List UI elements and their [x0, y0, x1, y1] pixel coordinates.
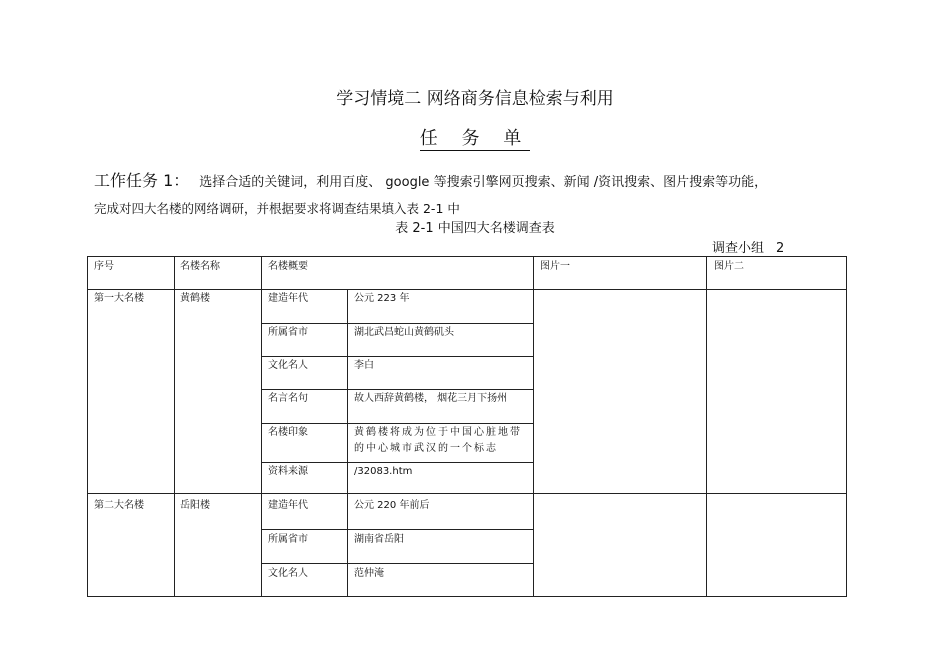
row-divider — [88, 493, 846, 494]
detail-key: 建造年代 — [268, 293, 308, 304]
detail-key: 资料来源 — [268, 466, 308, 477]
detail-value: 公元 220 年前后 — [354, 500, 430, 511]
detail-value: 李白 — [354, 360, 374, 371]
survey-group-label: 调查小组 — [712, 241, 765, 256]
header-summary: 名楼概要 — [268, 261, 308, 272]
col-divider — [174, 257, 175, 596]
subrow-divider — [261, 563, 533, 564]
header-image-1: 图片一 — [540, 261, 570, 272]
detail-value: 公元 223 年 — [354, 293, 410, 304]
task-lead: 工作任务 1： — [94, 171, 190, 190]
page-title: 学习情境二 网络商务信息检索与利用 — [336, 89, 614, 109]
page-subtitle — [0, 124, 950, 150]
header-no: 序号 — [94, 261, 114, 272]
subrow-divider — [261, 529, 533, 530]
detail-value: 范仲淹 — [354, 568, 384, 579]
detail-key: 建造年代 — [268, 500, 308, 511]
table-caption: 表 2-1 中国四大名楼调查表 — [395, 221, 555, 236]
subrow-divider — [261, 423, 533, 424]
row-name: 黄鹤楼 — [180, 293, 210, 304]
subtitle-text: 任 务 单 — [419, 128, 531, 149]
detail-key: 名楼印象 — [268, 427, 308, 438]
detail-value: 湖南省岳阳 — [354, 534, 404, 545]
detail-key: 文化名人 — [268, 568, 308, 579]
detail-key: 文化名人 — [268, 360, 308, 371]
survey-table — [87, 256, 847, 597]
row-divider — [88, 289, 846, 290]
header-image-2: 图片二 — [714, 261, 744, 272]
survey-group — [712, 237, 832, 257]
detail-value: 故人西辞黄鹤楼， 烟花三月下扬州 — [354, 393, 508, 404]
row-no: 第一大名楼 — [94, 293, 144, 304]
task-line-1 — [94, 168, 767, 191]
row-no: 第二大名楼 — [94, 500, 144, 511]
detail-key: 所属省市 — [268, 327, 308, 338]
col-divider — [261, 257, 262, 596]
col-divider — [533, 257, 534, 596]
col-divider — [347, 289, 348, 596]
detail-key: 所属省市 — [268, 534, 308, 545]
detail-value: 黄鹤楼将成为位于中国心脏地带的中心城市武汉的一个标志 — [354, 427, 522, 454]
header-name: 名楼名称 — [180, 261, 220, 272]
subrow-divider — [261, 462, 533, 463]
subrow-divider — [261, 356, 533, 357]
col-divider — [706, 257, 707, 596]
task-line-2: 完成对四大名楼的网络调研，并根据要求将调查结果填入表 2-1 中 — [94, 201, 460, 216]
detail-value: /32083.htm — [354, 466, 413, 477]
detail-value: 湖北武昌蛇山黄鹤矶头 — [354, 327, 454, 338]
subrow-divider — [261, 389, 533, 390]
task-line-1-text: 选择合适的关键词，利用百度、 google 等搜索引擎网页搜索、新闻 /资讯搜索、图片搜索等功能， — [199, 175, 768, 190]
detail-key: 名言名句 — [268, 393, 308, 404]
subrow-divider — [261, 323, 533, 324]
row-name: 岳阳楼 — [180, 500, 210, 511]
survey-group-value: 2 — [764, 241, 832, 257]
